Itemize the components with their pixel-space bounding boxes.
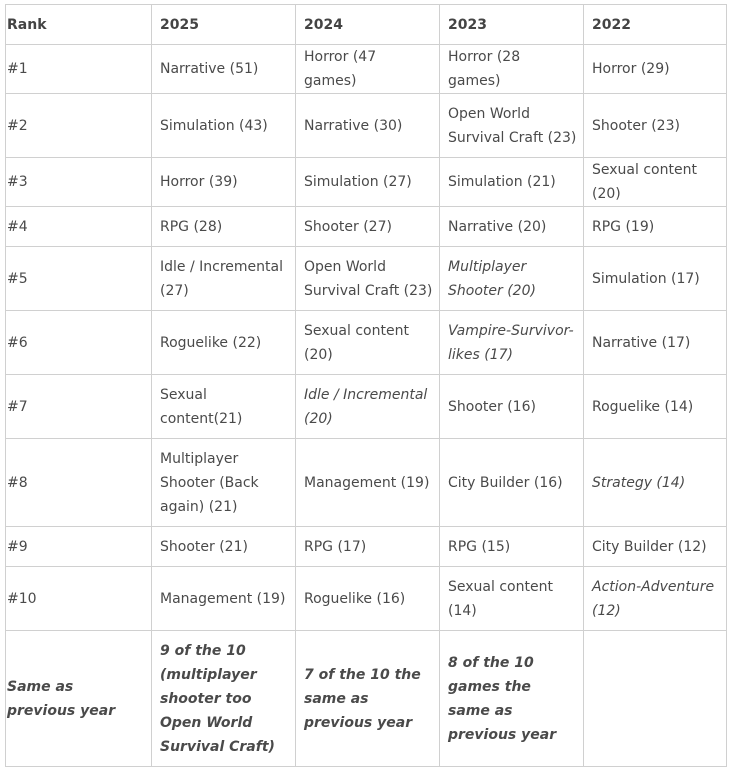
- table-cell: Shooter (27): [296, 207, 440, 247]
- table-cell: Simulation (27): [296, 158, 440, 207]
- table-cell: RPG (17): [296, 527, 440, 567]
- table-cell: RPG (15): [440, 527, 584, 567]
- summary-cell-2024: 7 of the 10 the same as previous year: [296, 631, 440, 767]
- table-cell: Idle / Incremental (27): [152, 247, 296, 311]
- table-row: [6, 527, 727, 567]
- summary-cell-2023: 8 of the 10 games the same as previous year: [440, 631, 584, 767]
- rank-cell: #2: [6, 94, 152, 158]
- table-cell: Management (19): [296, 439, 440, 527]
- table-cell: RPG (19): [584, 207, 727, 247]
- table-cell-new-entry: Action-Adventure (12): [584, 567, 727, 631]
- table-cell: Simulation (43): [152, 94, 296, 158]
- rank-cell: #7: [6, 375, 152, 439]
- table-cell: City Builder (16): [440, 439, 584, 527]
- rank-cell: #1: [6, 45, 152, 94]
- header-2022: 2022: [584, 5, 727, 45]
- table-cell: Roguelike (14): [584, 375, 727, 439]
- table-cell: Narrative (51): [152, 45, 296, 94]
- header-row: [6, 5, 727, 45]
- rank-cell: #10: [6, 567, 152, 631]
- table-cell: RPG (28): [152, 207, 296, 247]
- table-row: [6, 567, 727, 631]
- rank-cell: #9: [6, 527, 152, 567]
- summary-label: Same as previous year: [6, 631, 152, 767]
- table-cell: Sexual content(21): [152, 375, 296, 439]
- table-cell: Open World Survival Craft (23): [440, 94, 584, 158]
- summary-row: [6, 631, 727, 767]
- table-cell: Sexual content (20): [584, 158, 727, 207]
- table-cell: Roguelike (22): [152, 311, 296, 375]
- table-cell: Narrative (20): [440, 207, 584, 247]
- table-cell: Open World Survival Craft (23): [296, 247, 440, 311]
- table-cell: Shooter (16): [440, 375, 584, 439]
- header-2023: 2023: [440, 5, 584, 45]
- table-cell: Multiplayer Shooter (Back again) (21): [152, 439, 296, 527]
- table-cell: Horror (47 games): [296, 45, 440, 94]
- table-cell-new-entry: Idle / Incremental (20): [296, 375, 440, 439]
- table-cell: Sexual content (20): [296, 311, 440, 375]
- table-row: [6, 439, 727, 527]
- table-cell: Horror (29): [584, 45, 727, 94]
- table-cell-new-entry: Strategy (14): [584, 439, 727, 527]
- table-row: [6, 158, 727, 207]
- table-cell: Sexual content (14): [440, 567, 584, 631]
- rank-cell: #6: [6, 311, 152, 375]
- table-cell-new-entry: Multiplayer Shooter (20): [440, 247, 584, 311]
- rank-cell: #3: [6, 158, 152, 207]
- rank-cell: #8: [6, 439, 152, 527]
- rank-cell: #4: [6, 207, 152, 247]
- table-row: [6, 45, 727, 94]
- table-row: [6, 375, 727, 439]
- table-cell: Horror (28 games): [440, 45, 584, 94]
- table-cell: Narrative (30): [296, 94, 440, 158]
- summary-cell-2025: 9 of the 10 (multiplayer shooter too Open World Survival Craft): [152, 631, 296, 767]
- table-cell: Management (19): [152, 567, 296, 631]
- table-row: [6, 207, 727, 247]
- header-rank: Rank: [6, 5, 152, 45]
- table-cell: City Builder (12): [584, 527, 727, 567]
- table-cell: Narrative (17): [584, 311, 727, 375]
- table-cell: Shooter (23): [584, 94, 727, 158]
- table-cell: Simulation (17): [584, 247, 727, 311]
- table-row: [6, 311, 727, 375]
- table-cell-new-entry: Vampire-Survivor-likes (17): [440, 311, 584, 375]
- summary-cell-2022: [584, 631, 727, 767]
- table-cell: Shooter (21): [152, 527, 296, 567]
- table-cell: Horror (39): [152, 158, 296, 207]
- genre-ranking-table: [5, 4, 727, 767]
- header-2025: 2025: [152, 5, 296, 45]
- table-cell: Simulation (21): [440, 158, 584, 207]
- rank-cell: #5: [6, 247, 152, 311]
- header-2024: 2024: [296, 5, 440, 45]
- table-row: [6, 247, 727, 311]
- table-cell: Roguelike (16): [296, 567, 440, 631]
- table-row: [6, 94, 727, 158]
